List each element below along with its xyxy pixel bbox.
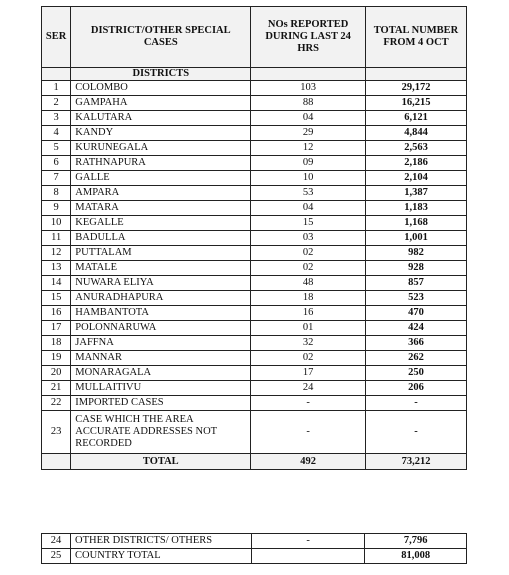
table-row xyxy=(42,549,467,564)
total-reported: 492 xyxy=(251,454,366,470)
total-cell: 206 xyxy=(366,381,467,396)
ser-cell: 25 xyxy=(42,549,71,564)
table-row xyxy=(42,201,467,216)
district-name-cell: OTHER DISTRICTS/ OTHERS xyxy=(71,534,252,549)
ser-cell: 15 xyxy=(42,291,71,306)
ser-cell: 10 xyxy=(42,216,71,231)
district-name-cell: MONARAGALA xyxy=(71,366,251,381)
ser-cell: 20 xyxy=(42,366,71,381)
reported-cell: - xyxy=(251,411,366,454)
district-name-cell: BADULLA xyxy=(71,231,251,246)
total-cell: 16,215 xyxy=(366,96,467,111)
table-row xyxy=(42,276,467,291)
total-cell: 424 xyxy=(366,321,467,336)
reported-cell: 12 xyxy=(251,141,366,156)
reported-cell: 15 xyxy=(251,216,366,231)
ser-cell: 19 xyxy=(42,351,71,366)
district-name-cell: COUNTRY TOTAL xyxy=(71,549,252,564)
district-rows xyxy=(42,81,467,454)
ser-cell: 2 xyxy=(42,96,71,111)
table-row xyxy=(42,291,467,306)
table-row xyxy=(42,186,467,201)
district-name-cell: CASE WHICH THE AREA ACCURATE ADDRESSES NOT RECORDED xyxy=(71,411,251,454)
ser-cell: 12 xyxy=(42,246,71,261)
total-cell: - xyxy=(366,396,467,411)
total-cell: 523 xyxy=(366,291,467,306)
header-reported: NOs REPORTED DURING LAST 24 HRS xyxy=(251,7,366,68)
reported-cell: 02 xyxy=(251,351,366,366)
reported-cell: 04 xyxy=(251,201,366,216)
total-number: 73,212 xyxy=(366,454,467,470)
section-label: DISTRICTS xyxy=(71,68,251,81)
district-name-cell: GAMPAHA xyxy=(71,96,251,111)
table-row xyxy=(42,321,467,336)
ser-cell: 4 xyxy=(42,126,71,141)
total-cell: 2,563 xyxy=(366,141,467,156)
reported-cell: - xyxy=(251,396,366,411)
reported-cell: 24 xyxy=(251,381,366,396)
ser-cell: 16 xyxy=(42,306,71,321)
table-row xyxy=(42,306,467,321)
table-row xyxy=(42,216,467,231)
reported-cell: 103 xyxy=(251,81,366,96)
reported-cell: 01 xyxy=(251,321,366,336)
district-name-cell: AMPARA xyxy=(71,186,251,201)
district-name-cell: NUWARA ELIYA xyxy=(71,276,251,291)
table-row xyxy=(42,411,467,454)
ser-cell: 11 xyxy=(42,231,71,246)
district-cases-table xyxy=(41,6,467,470)
total-cell: 29,172 xyxy=(366,81,467,96)
table-row xyxy=(42,141,467,156)
section-reported-cell xyxy=(251,68,366,81)
total-cell: 1,168 xyxy=(366,216,467,231)
district-name-cell: MANNAR xyxy=(71,351,251,366)
reported-cell: 17 xyxy=(251,366,366,381)
total-cell: 2,186 xyxy=(366,156,467,171)
reported-cell: 03 xyxy=(251,231,366,246)
table-row xyxy=(42,111,467,126)
section-total-cell xyxy=(366,68,467,81)
total-label: TOTAL xyxy=(71,454,251,470)
total-cell: 857 xyxy=(366,276,467,291)
ser-cell: 17 xyxy=(42,321,71,336)
reported-cell xyxy=(251,549,365,564)
reported-cell: 04 xyxy=(251,111,366,126)
district-name-cell: MATARA xyxy=(71,201,251,216)
summary-rows xyxy=(42,534,467,564)
district-name-cell: POLONNARUWA xyxy=(71,321,251,336)
district-name-cell: MULLAITIVU xyxy=(71,381,251,396)
reported-cell: 02 xyxy=(251,246,366,261)
reported-cell: 10 xyxy=(251,171,366,186)
reported-cell: 18 xyxy=(251,291,366,306)
table-row xyxy=(42,351,467,366)
table-header-row xyxy=(42,7,467,68)
ser-cell: 13 xyxy=(42,261,71,276)
district-name-cell: MATALE xyxy=(71,261,251,276)
district-name-cell: COLOMBO xyxy=(71,81,251,96)
ser-cell: 5 xyxy=(42,141,71,156)
ser-cell: 9 xyxy=(42,201,71,216)
district-name-cell: HAMBANTOTA xyxy=(71,306,251,321)
total-cell: 6,121 xyxy=(366,111,467,126)
table-row xyxy=(42,81,467,96)
section-ser-cell xyxy=(42,68,71,81)
table-row xyxy=(42,171,467,186)
total-cell: 928 xyxy=(366,261,467,276)
total-cell: 1,387 xyxy=(366,186,467,201)
section-row-districts xyxy=(42,68,467,81)
total-cell: 2,104 xyxy=(366,171,467,186)
table-row xyxy=(42,156,467,171)
ser-cell: 8 xyxy=(42,186,71,201)
header-ser: SER xyxy=(42,7,71,68)
district-name-cell: RATHNAPURA xyxy=(71,156,251,171)
ser-cell: 22 xyxy=(42,396,71,411)
district-name-cell: ANURADHAPURA xyxy=(71,291,251,306)
reported-cell: 16 xyxy=(251,306,366,321)
ser-cell: 23 xyxy=(42,411,71,454)
district-name-cell: GALLE xyxy=(71,171,251,186)
reported-cell: 29 xyxy=(251,126,366,141)
table-row xyxy=(42,126,467,141)
table-row xyxy=(42,366,467,381)
reported-cell: 48 xyxy=(251,276,366,291)
total-cell: - xyxy=(366,411,467,454)
total-ser-cell xyxy=(42,454,71,470)
district-name-cell: IMPORTED CASES xyxy=(71,396,251,411)
total-cell: 4,844 xyxy=(366,126,467,141)
ser-cell: 1 xyxy=(42,81,71,96)
table-row xyxy=(42,381,467,396)
total-cell: 1,183 xyxy=(366,201,467,216)
total-cell: 366 xyxy=(366,336,467,351)
table-row xyxy=(42,261,467,276)
total-cell: 470 xyxy=(366,306,467,321)
ser-cell: 7 xyxy=(42,171,71,186)
reported-cell: 09 xyxy=(251,156,366,171)
district-name-cell: KURUNEGALA xyxy=(71,141,251,156)
ser-cell: 14 xyxy=(42,276,71,291)
table-row xyxy=(42,534,467,549)
table-row xyxy=(42,96,467,111)
ser-cell: 21 xyxy=(42,381,71,396)
reported-cell: 53 xyxy=(251,186,366,201)
table-row xyxy=(42,396,467,411)
ser-cell: 3 xyxy=(42,111,71,126)
reported-cell: 88 xyxy=(251,96,366,111)
total-cell: 81,008 xyxy=(365,549,467,564)
header-district: DISTRICT/OTHER SPECIAL CASES xyxy=(71,7,251,68)
reported-cell: - xyxy=(251,534,365,549)
total-cell: 250 xyxy=(366,366,467,381)
reported-cell: 02 xyxy=(251,261,366,276)
district-name-cell: JAFFNA xyxy=(71,336,251,351)
ser-cell: 18 xyxy=(42,336,71,351)
total-cell: 1,001 xyxy=(366,231,467,246)
total-row xyxy=(42,454,467,470)
total-cell: 262 xyxy=(366,351,467,366)
header-total: TOTAL NUMBER FROM 4 OCT xyxy=(366,7,467,68)
reported-cell: 32 xyxy=(251,336,366,351)
district-name-cell: KALUTARA xyxy=(71,111,251,126)
district-name-cell: KANDY xyxy=(71,126,251,141)
table-row xyxy=(42,246,467,261)
total-cell: 982 xyxy=(366,246,467,261)
ser-cell: 6 xyxy=(42,156,71,171)
ser-cell: 24 xyxy=(42,534,71,549)
total-cell: 7,796 xyxy=(365,534,467,549)
district-name-cell: PUTTALAM xyxy=(71,246,251,261)
table-row xyxy=(42,231,467,246)
table-row xyxy=(42,336,467,351)
summary-table xyxy=(41,533,467,564)
district-name-cell: KEGALLE xyxy=(71,216,251,231)
